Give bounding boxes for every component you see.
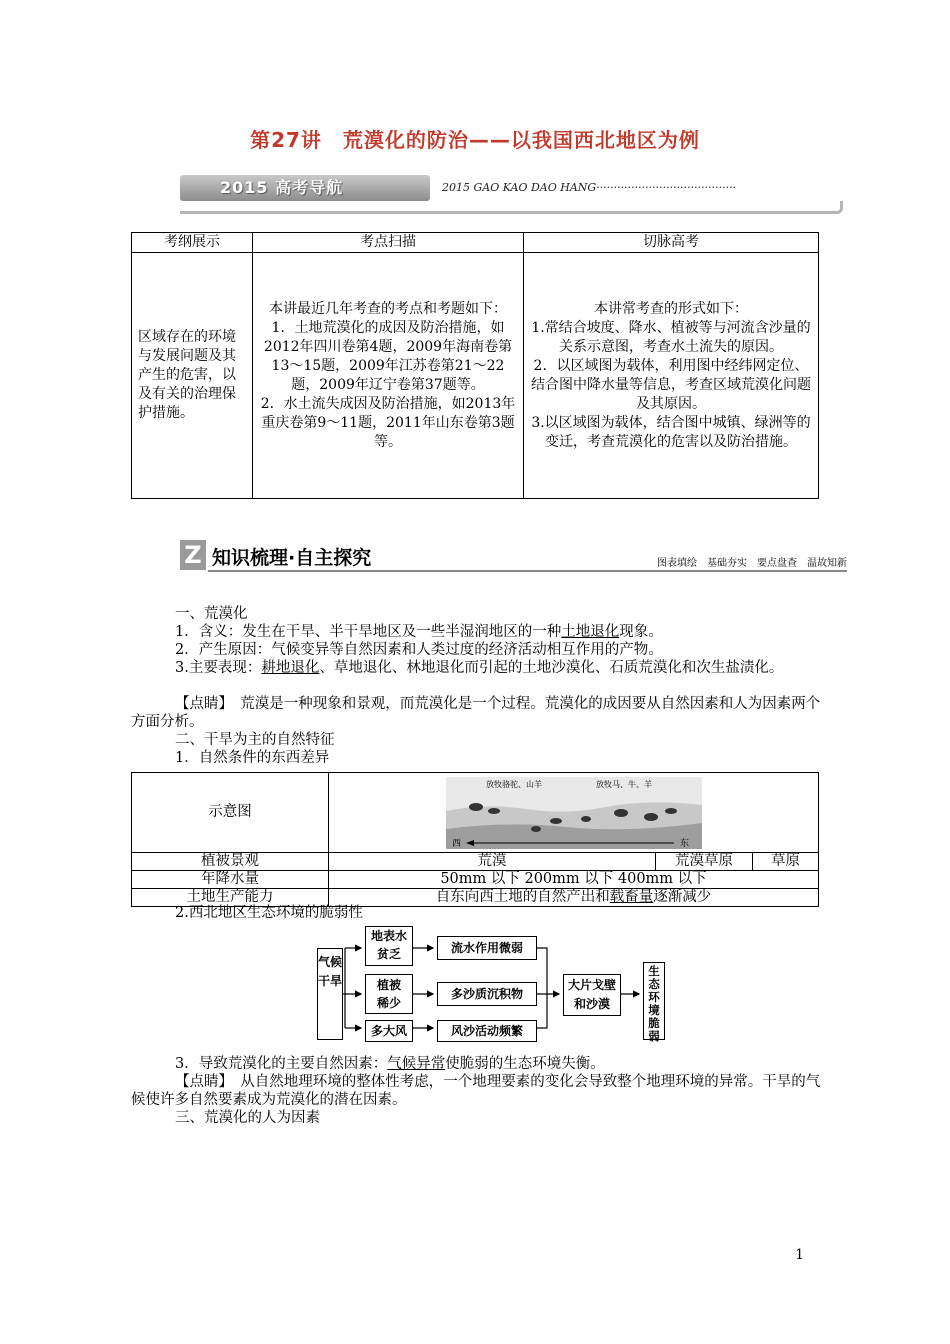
page-number: 1 — [795, 1247, 804, 1263]
section-rule — [208, 570, 847, 572]
definition-line: 1．含义：发生在干旱、半干旱地区及一些半湿润地区的一种土地退化现象。 — [175, 624, 663, 640]
flow-frequent-sandstorms: 风沙活动频繁 — [437, 1020, 537, 1042]
productivity-label: 土地生产能力 — [132, 889, 329, 907]
vegetation-desert-steppe: 荒漠草原 — [656, 853, 753, 871]
flow-weak-water-action: 流水作用微弱 — [437, 936, 537, 960]
vegetation-label: 植被景观 — [132, 853, 329, 871]
flow-strong-wind: 多大风 — [365, 1020, 413, 1042]
precipitation-label: 年降水量 — [132, 871, 329, 889]
east-label: 东 — [679, 838, 689, 849]
tip-paragraph-2: 【点睛】 从自然地理环境的整体性考虑，一个地理要素的变化会导致整个地理环境的异常。干旱的气候使许多自然要素成为荒漠化的潜在因素。 — [131, 1074, 821, 1108]
section-tags: 图表填绘 基础夯实 要点盘查 温故知新 — [657, 558, 847, 569]
subheading-fragility: 2.西北地区生态环境的脆弱性 — [175, 905, 363, 921]
heading-human-factors: 三、荒漠化的人为因素 — [175, 1110, 320, 1126]
natural-conditions-table — [131, 772, 819, 907]
header-scan: 考点扫描 — [253, 233, 524, 253]
productivity-value: 自东向西土地的自然产出和载畜量逐渐减少 — [329, 889, 819, 907]
diagram-label: 示意图 — [132, 773, 329, 853]
left-caption: 放牧骆驼、山羊 — [485, 779, 542, 789]
flow-final: 生态环境脆弱 — [643, 962, 665, 1040]
heading-desertification: 一、荒漠化 — [175, 606, 248, 622]
section-header — [180, 540, 847, 574]
flow-root: 气候干旱 — [317, 948, 343, 1040]
flow-gobi-desert: 大片戈壁和沙漠 — [563, 974, 621, 1016]
fragility-flowchart — [315, 920, 675, 1048]
exam-cell: 本讲常考查的形式如下： 1.常结合坡度、降水、植被等与河流含沙量的关系示意图，考查水土流失的原因。 2．以区域图为载体，利用图中经纬网定位、结合图中降水量等信息，考查区域荒漠化问题及其原因。 3.以区域图为载体，结合图中城镇、绿洲等的变迁，考查荒漠化的危害以及防治措施。 — [524, 253, 819, 499]
outline-cell: 区域存在的环境与发展问题及其产生的危害，以及有关的治理保护措施。 — [132, 253, 253, 499]
flow-sandy-deposits: 多沙质沉积物 — [437, 982, 537, 1006]
flow-sparse-vegetation: 植被稀少 — [365, 974, 413, 1014]
diagram-cell — [329, 773, 819, 853]
manifestation-line: 3.主要表现：耕地退化、草地退化、林地退化而引起的土地沙漠化、石质荒漠化和次生盐渍化。 — [175, 660, 784, 676]
page-title: 第27讲 荒漠化的防治——以我国西北地区为例 — [250, 128, 700, 152]
heading-arid-features: 二、干旱为主的自然特征 — [175, 732, 335, 748]
header-exam: 切脉高考 — [524, 233, 819, 253]
vegetation-steppe: 草原 — [753, 853, 819, 871]
subheading-east-west: 1．自然条件的东西差异 — [175, 750, 330, 766]
flow-surface-water: 地表水贫乏 — [365, 926, 413, 966]
banner-label: 2015 高考导航 — [180, 175, 430, 201]
right-caption: 放牧马、牛、羊 — [595, 779, 652, 789]
header-outline: 考纲展示 — [132, 233, 253, 253]
scan-cell: 本讲最近几年考查的考点和考题如下： 1．土地荒漠化的成因及防治措施，如2012年四川卷第4题，2009年海南卷第13～15题，2009年江苏卷第21～22题，2009年辽宁卷第37题等。 2．水土流失成因及防治措施，如2013年重庆卷第9～11题，2011年山东卷第3题等。 — [253, 253, 524, 499]
exam-guide-banner — [180, 175, 840, 217]
section-icon: Z — [180, 540, 206, 570]
exam-guide-table — [131, 232, 819, 499]
section-title: 知识梳理·自主探究 — [212, 547, 372, 569]
cause-line: 2．产生原因：气候变异等自然因素和人类过度的经济活动相互作用的产物。 — [175, 642, 663, 658]
banner-rule — [180, 201, 843, 214]
vegetation-desert: 荒漠 — [329, 853, 656, 871]
natural-factor-line: 3．导致荒漠化的主要自然因素：气候异常使脆弱的生态环境失衡。 — [175, 1056, 605, 1072]
tip-paragraph-1: 【点睛】 荒漠是一种现象和景观，而荒漠化是一个过程。荒漠化的成因要从自然因素和人为因素两个方面分析。 — [131, 696, 821, 730]
grazing-landscape-image — [446, 777, 702, 849]
west-label: 西 — [451, 838, 461, 849]
banner-subtitle: 2015 GAO KAO DAO HANG········································ — [442, 181, 737, 194]
precipitation-values: 50mm 以下 200mm 以下 400mm 以下 — [329, 871, 819, 889]
